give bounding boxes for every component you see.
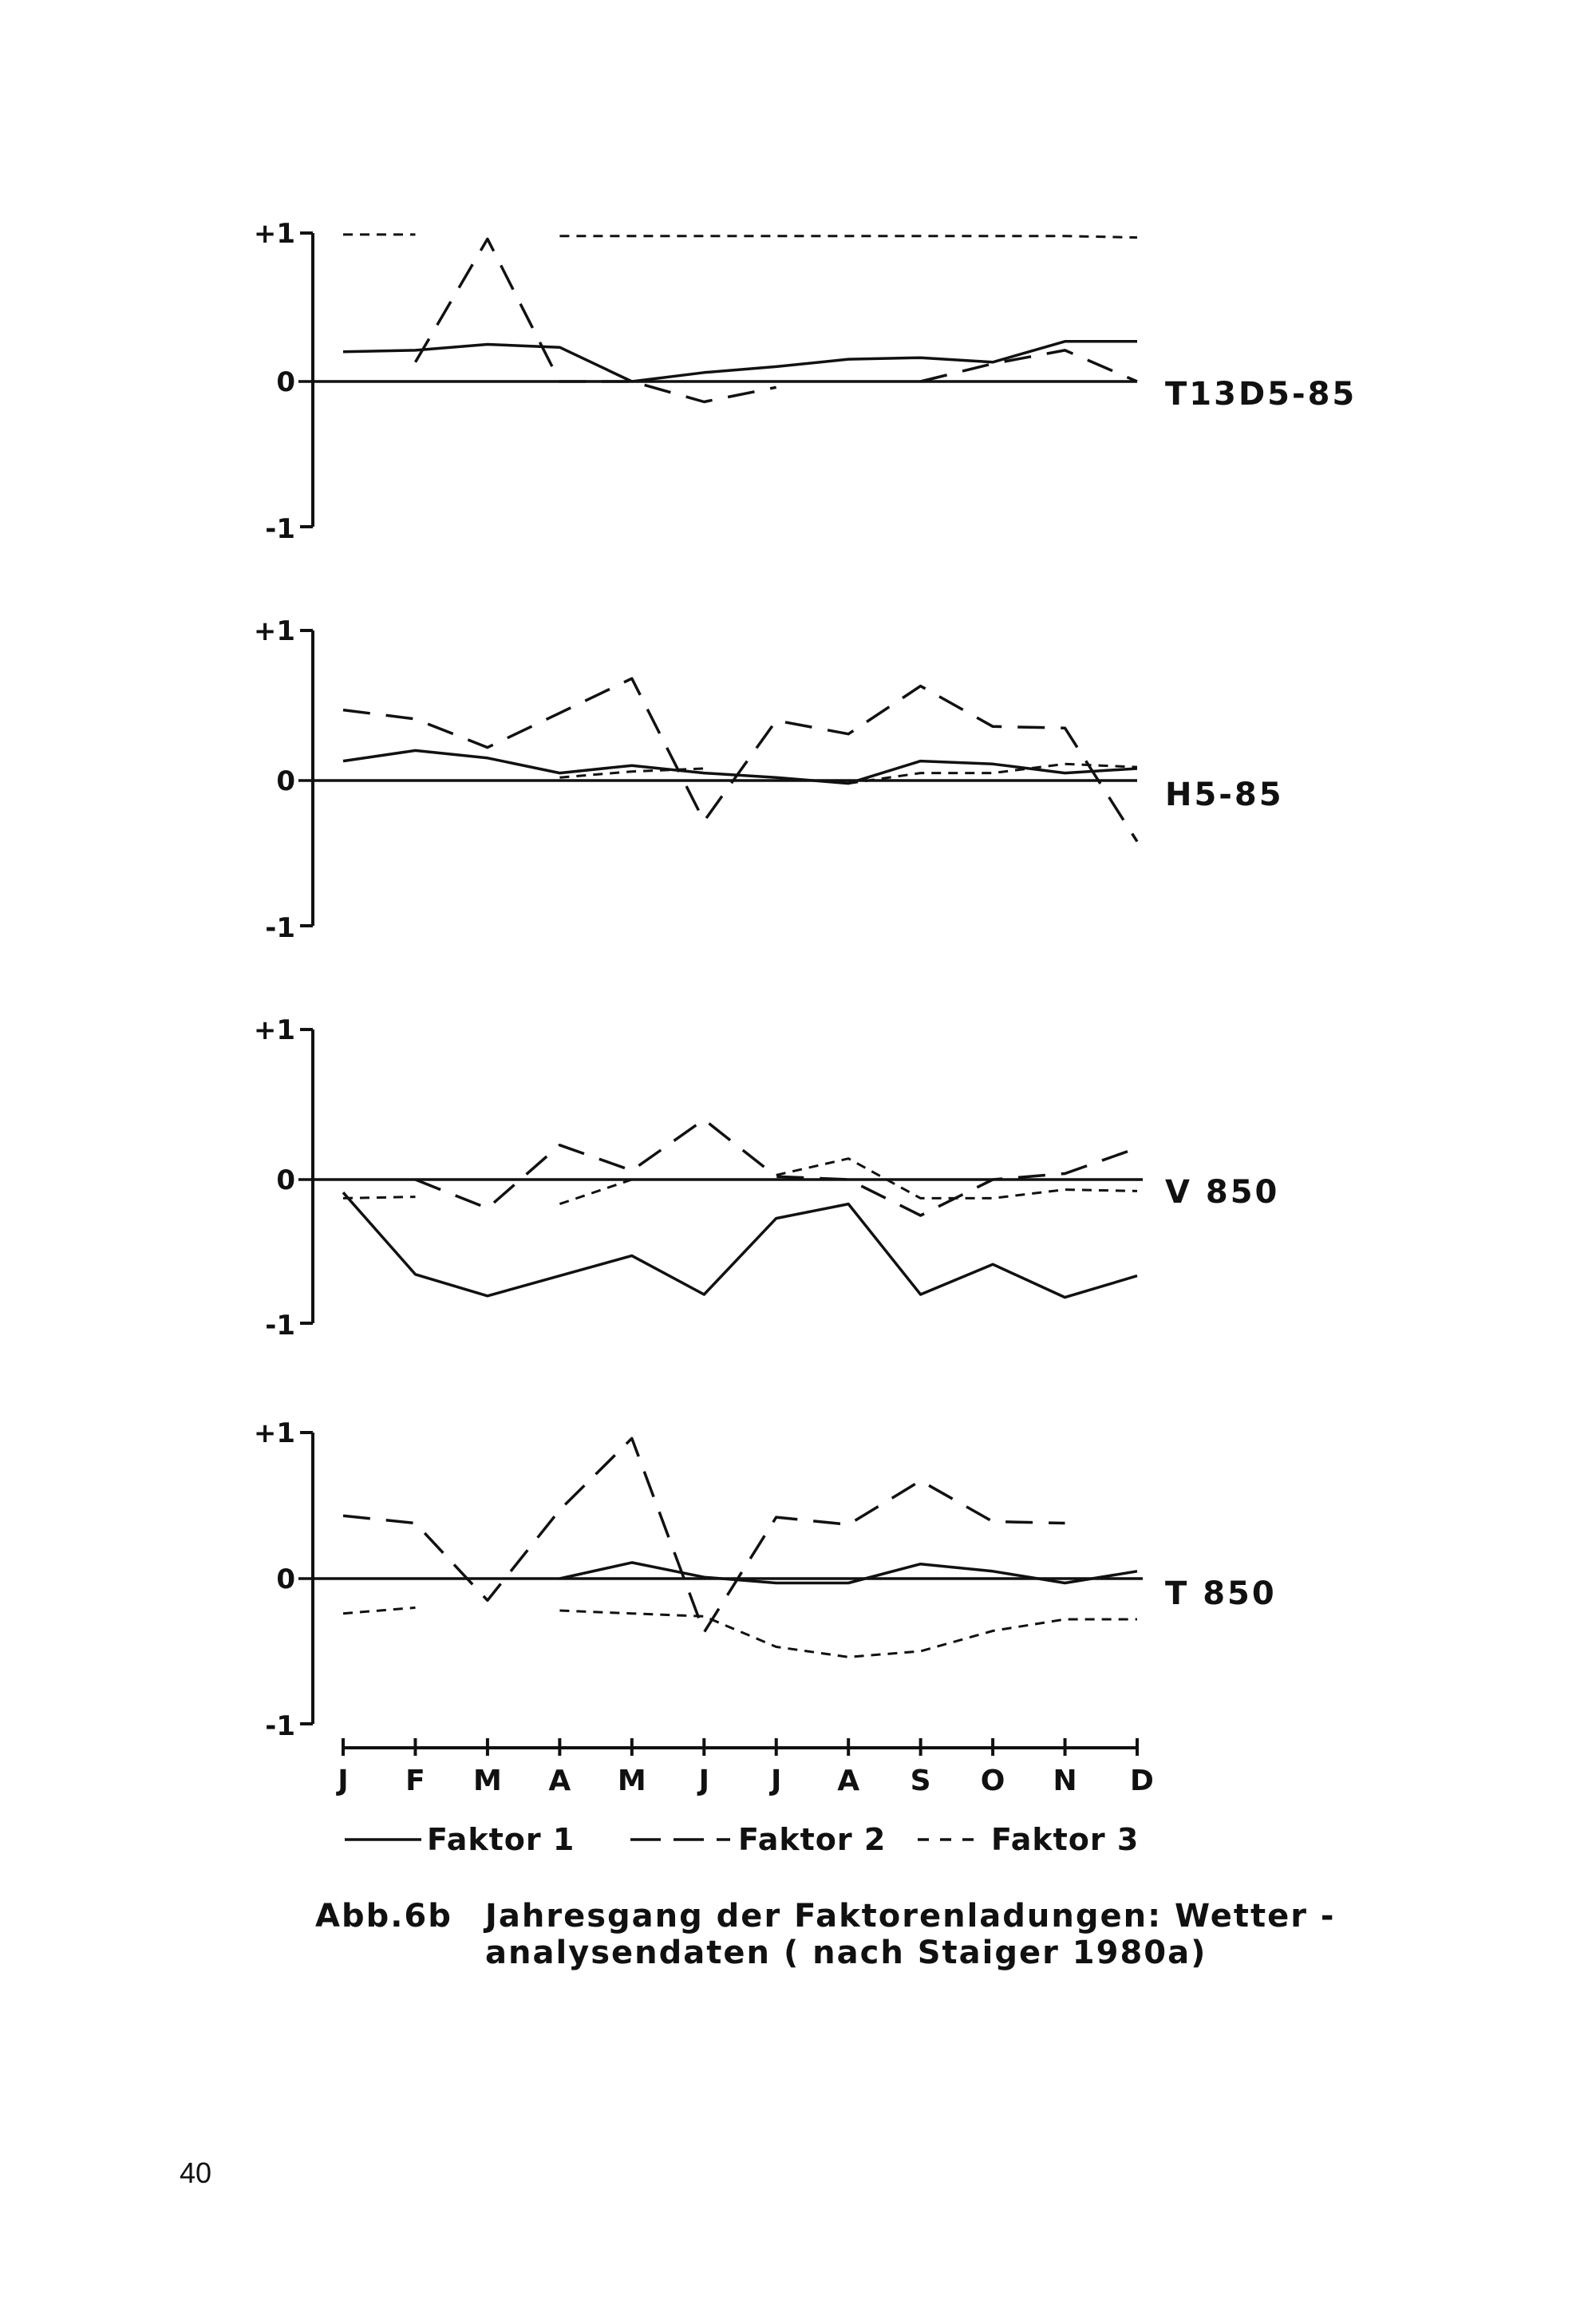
panel-t13d5-85: [254, 218, 1357, 545]
series-t-850-faktor-3-seg-1: [559, 1611, 1137, 1657]
y-tick-label-t-850-1: 0: [276, 1563, 295, 1595]
x-tick-label-9: O: [980, 1765, 1005, 1797]
caption-line-1: Jahresgang der Faktorenladungen: Wetter -: [485, 1898, 1336, 1935]
panel-label-v-850: V 850: [1165, 1174, 1280, 1211]
series-t13d5-85-faktor-1-seg-0: [343, 342, 1137, 381]
panel-label-t-850: T 850: [1165, 1575, 1277, 1612]
caption-label: Abb.6b: [315, 1898, 452, 1935]
x-tick-label-2: M: [472, 1765, 502, 1797]
series-v-850-faktor-3-seg-0: [343, 1197, 416, 1199]
series-h5-85-faktor-2-seg-0: [343, 678, 1137, 841]
x-tick-label-11: D: [1130, 1765, 1154, 1797]
y-tick-label-h5-85-1: 0: [276, 765, 295, 797]
legend-label-faktor-1: Faktor 1: [427, 1822, 575, 1857]
series-v-850-faktor-1-seg-0: [343, 1192, 1137, 1297]
series-v-850-faktor-2-seg-0: [416, 1120, 1138, 1215]
y-tick-label-h5-85-2: -1: [265, 912, 295, 944]
y-tick-label-t13d5-85-2: -1: [265, 513, 295, 545]
x-tick-label-6: J: [771, 1765, 782, 1797]
y-tick-label-v-850-1: 0: [276, 1164, 295, 1196]
panel-label-t13d5-85: T13D5-85: [1165, 376, 1357, 413]
x-tick-label-4: M: [617, 1765, 646, 1797]
legend-label-faktor-2: Faktor 2: [738, 1822, 887, 1857]
x-tick-label-5: J: [698, 1765, 709, 1797]
x-tick-label-1: F: [405, 1765, 425, 1797]
y-tick-label-t13d5-85-1: 0: [276, 366, 295, 398]
y-tick-label-t-850-2: -1: [265, 1710, 295, 1742]
y-tick-label-v-850-0: +1: [253, 1014, 295, 1046]
y-tick-label-v-850-2: -1: [265, 1310, 295, 1342]
y-tick-label-t-850-0: +1: [253, 1417, 295, 1449]
panel-h5-85: [254, 615, 1284, 944]
panel-label-h5-85: H5-85: [1165, 777, 1284, 813]
x-tick-label-8: S: [910, 1765, 931, 1797]
series-t-850-faktor-2-seg-0: [343, 1438, 1065, 1632]
panel-t-850: [254, 1417, 1277, 1742]
x-tick-label-10: N: [1053, 1765, 1077, 1797]
series-v-850-faktor-3-seg-1: [559, 1180, 631, 1204]
series-t13d5-85-faktor-2-seg-0: [416, 239, 776, 401]
series-t13d5-85-faktor-3-seg-1: [559, 236, 1137, 238]
series-t13d5-85-faktor-2-seg-1: [921, 350, 1137, 381]
y-tick-label-t13d5-85-0: +1: [253, 218, 295, 250]
panel-v-850: [254, 1014, 1280, 1342]
x-tick-label-0: J: [338, 1765, 349, 1797]
y-tick-label-h5-85-0: +1: [253, 615, 295, 647]
series-h5-85-faktor-1-seg-0: [343, 750, 1137, 783]
caption-line-2: analysendaten ( nach Staiger 1980a): [485, 1935, 1207, 1971]
x-tick-label-7: A: [837, 1765, 860, 1797]
page-number: 40: [180, 2156, 212, 2189]
series-t-850-faktor-3-seg-0: [343, 1607, 416, 1613]
caption-text: [485, 1898, 1403, 1971]
x-tick-label-3: A: [548, 1765, 571, 1797]
legend-label-faktor-3: Faktor 3: [991, 1822, 1140, 1857]
